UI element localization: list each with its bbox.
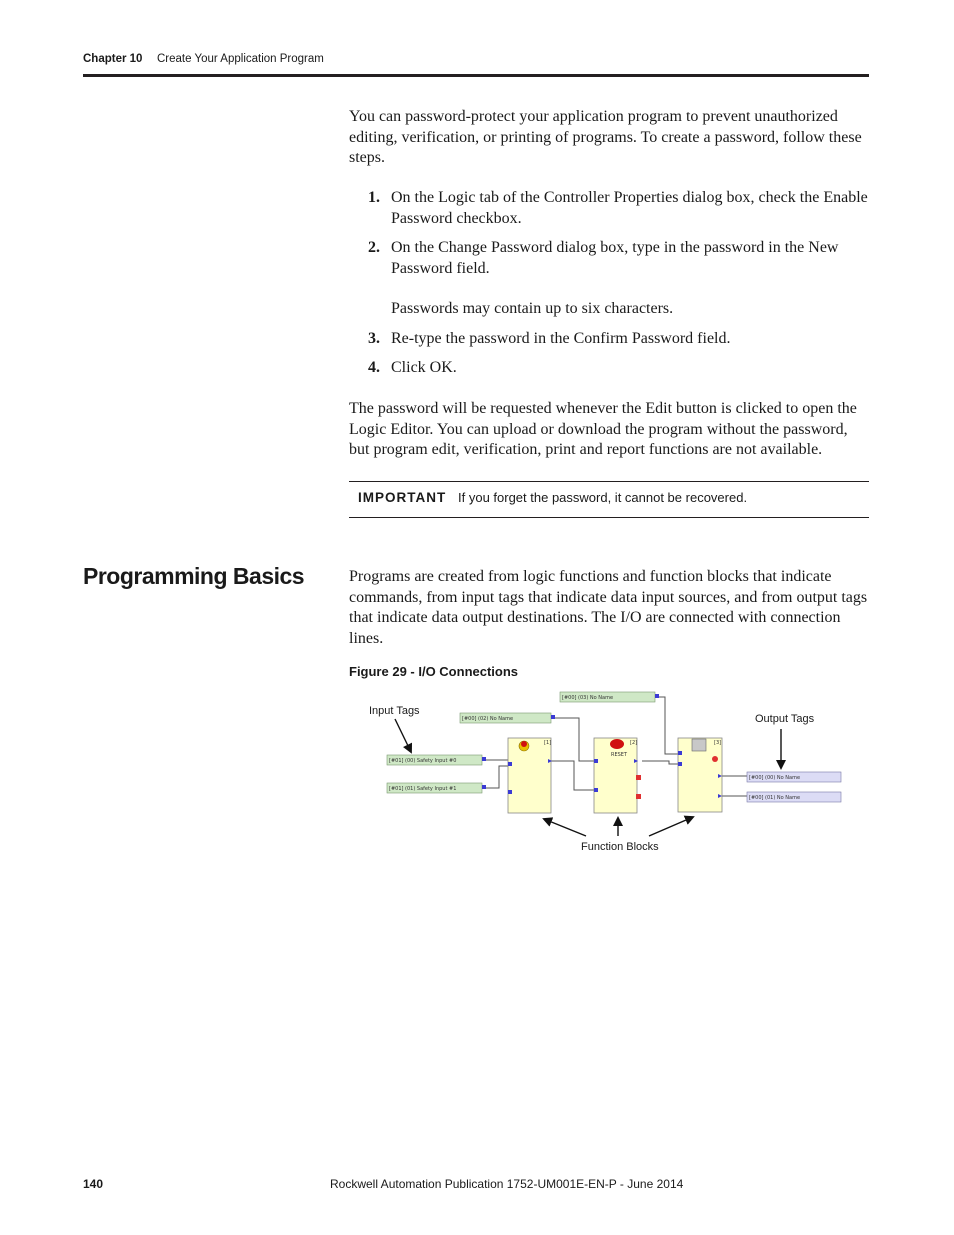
arrow-function-block-3 [649, 817, 693, 836]
chapter-title: Create Your Application Program [157, 53, 324, 65]
input-tags-label: Input Tags [369, 705, 420, 717]
important-box [349, 481, 869, 518]
step-number: 3. [368, 330, 380, 347]
tag-top-1-label: [#00] (02) No Name [462, 716, 514, 722]
function-block-3 [678, 738, 722, 812]
step-number: 2. [368, 239, 380, 256]
chapter-label: Chapter 10 [83, 53, 143, 65]
io-connections-diagram [349, 686, 869, 866]
step-text: On the Change Password dialog box, type in the password in the New Password field. [391, 239, 839, 277]
output-tag-1-label: [#00] (00) No Name [749, 775, 801, 781]
output-tag-1 [747, 772, 841, 782]
input-tag-1-label: [#01] (00) Safety Input #0 [389, 758, 457, 764]
function-block-2-id: [2] [630, 740, 638, 746]
header-rule [83, 74, 869, 77]
step-number: 1. [368, 189, 380, 206]
publication-info: Rockwell Automation Publication 1752-UM001E-EN-P - June 2014 [330, 1177, 684, 1191]
section-paragraph: Programs are created from logic functions and function blocks that indicate commands, from input tags that indicate data input sources, and from output tags that indicate data output destinations. The I/O are connected with connection lines. [349, 568, 868, 647]
function-block-1 [508, 738, 552, 813]
tag-top-1 [460, 713, 555, 723]
output-tag-2-label: [#00] (01) No Name [749, 795, 801, 801]
step-number: 4. [368, 359, 380, 376]
important-label: IMPORTANT [358, 490, 447, 505]
important-text: If you forget the password, it cannot be recovered. [458, 490, 748, 505]
reset-button-icon [610, 739, 624, 749]
function-block-3-id: [3] [714, 740, 722, 746]
step-text: Click OK. [391, 359, 457, 376]
section-heading: Programming Basics [83, 563, 305, 589]
estop-button-icon [521, 741, 527, 747]
input-tag-2 [387, 783, 486, 793]
output-tags-label: Output Tags [755, 713, 815, 725]
tag-top-2-label: [#00] (03) No Name [562, 695, 614, 701]
function-blocks-label: Function Blocks [581, 841, 659, 853]
page-number: 140 [83, 1177, 104, 1191]
step-text: Re-type the password in the Confirm Password field. [391, 330, 731, 347]
input-tag-2-label: [#01] (01) Safety Input #1 [389, 786, 457, 792]
page-header [83, 53, 869, 75]
step-note-text: Passwords may contain up to six characters. [391, 300, 674, 317]
intro-paragraph: You can password-protect your application program to prevent unauthorized editing, verification, or printing of programs. To create a password, follow these steps. [349, 108, 862, 166]
step-text: On the Logic tab of the Controller Properties dialog box, check the Enable Password checkbox. [391, 189, 868, 227]
arrow-function-block-1 [544, 819, 586, 836]
password-paragraph: The password will be requested whenever the Edit button is clicked to open the Logic Editor. You can upload or download the program without the password, but program edit, verification, print and report functions are not available. [349, 400, 857, 458]
reset-label: RESET [611, 752, 628, 758]
function-block-1-id: [1] [544, 740, 552, 746]
input-tag-1 [387, 755, 486, 765]
arrow-input-tags [395, 719, 411, 752]
function-block-2 [594, 738, 641, 813]
figure-caption: Figure 29 - I/O Connections [349, 664, 519, 679]
tag-top-2 [560, 692, 659, 702]
output-tag-2 [747, 792, 841, 802]
device-icon [692, 739, 706, 751]
